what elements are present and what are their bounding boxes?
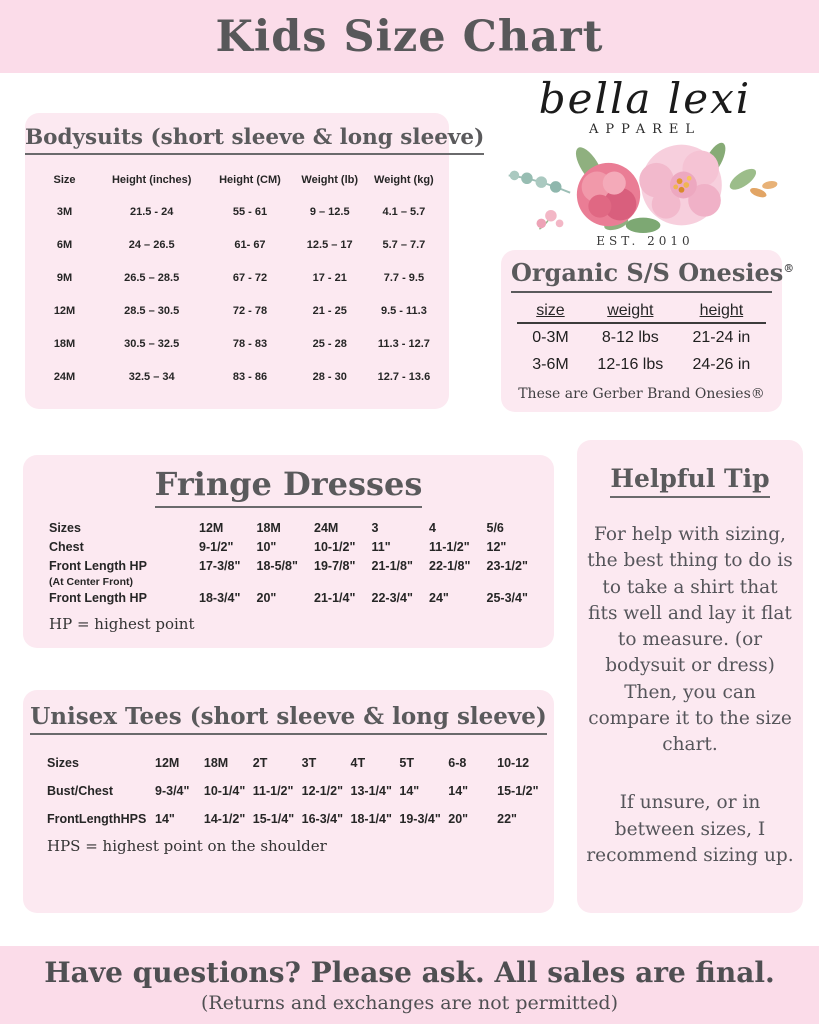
table-cell: 21.5 - 24 (129, 205, 174, 218)
table-cell: 21 - 25 (312, 304, 347, 317)
brand-established: EST. 2010 (596, 234, 694, 249)
unisex-note: HPS = highest point on the shoulder (47, 837, 327, 855)
brand-logo (495, 76, 795, 248)
table-cell: 4.1 – 5.7 (382, 205, 426, 218)
bodysuits-rows (25, 195, 449, 393)
table-cell: 9.5 - 11.3 (380, 304, 427, 317)
table-cell: 18M (256, 520, 281, 535)
footer-line1: Have questions? Please ask. All sales are final. (44, 956, 775, 989)
table-cell: 9M (56, 271, 73, 284)
helpful-tip-paragraph: For help with sizing, the best thing to do is to take a shirt that fits well and lay it flat to measure. (or bodysuit or dress) Then, you can compare it to the size chart. (587, 524, 793, 756)
table-cell: 22-3/4" (371, 590, 413, 605)
table-row (23, 575, 554, 588)
table-cell: 25-3/4" (486, 590, 528, 605)
table-cell: 5T (399, 756, 414, 770)
table-cell: 14" (155, 812, 175, 826)
table-cell: 14" (448, 784, 469, 798)
onesies-rows (501, 324, 782, 378)
row-label: FrontLengthHPS (47, 812, 147, 826)
table-cell: 0-3M (532, 328, 569, 346)
table-row (25, 195, 449, 228)
brand-name: bella lexi (538, 74, 752, 123)
table-cell: 10-12 (497, 756, 530, 770)
table-cell: 21-24 in (692, 328, 751, 346)
table-cell: 2T (252, 756, 268, 770)
row-label: (At Center Front) (49, 575, 133, 588)
table-cell: 14" (399, 784, 420, 798)
table-cell: 24" (429, 590, 449, 605)
table-row (25, 228, 449, 261)
column-header: Weight (lb) (301, 174, 359, 186)
table-row (25, 327, 449, 360)
table-cell: 30.5 – 32.5 (124, 337, 180, 350)
column-header: Size (53, 174, 76, 186)
onesies-title: Organic S/S Onesies® (511, 258, 772, 293)
table-cell: 11-1/2" (429, 539, 470, 554)
table-row (23, 556, 554, 575)
table-cell: 3T (301, 756, 317, 770)
table-cell: 24M (314, 520, 339, 535)
table-row (23, 777, 554, 805)
bodysuits-header-row (25, 165, 449, 195)
table-cell: 28.5 – 30.5 (124, 304, 180, 317)
helpful-tip-paragraph: If unsure, or in between sizes, I recommend sizing up. (586, 792, 794, 866)
table-cell: 10" (256, 539, 277, 554)
onesies-table (501, 299, 782, 378)
table-cell: 28 - 30 (312, 370, 347, 383)
onesies-header-row (517, 299, 766, 324)
row-label: Front Length HP (49, 558, 147, 573)
column-header: size (536, 301, 565, 319)
table-row (23, 537, 554, 556)
table-cell: 8-12 lbs (601, 328, 659, 346)
table-cell: 3-6M (532, 355, 569, 373)
table-cell: 5.7 – 7.7 (382, 238, 426, 251)
table-cell: 25 - 28 (312, 337, 347, 350)
table-cell: 32.5 – 34 (128, 370, 175, 383)
table-cell: 3 (371, 520, 379, 535)
table-cell: 19-7/8" (314, 558, 356, 573)
fringe-title: Fringe Dresses (23, 465, 554, 508)
table-row (23, 518, 554, 537)
column-header: weight (607, 301, 654, 319)
table-cell: 12.7 - 13.6 (377, 370, 431, 383)
table-cell: 4T (350, 756, 366, 770)
table-row (501, 324, 782, 351)
row-label: Sizes (49, 520, 81, 535)
onesies-note: These are Gerber Brand Onesies® (518, 386, 765, 402)
registered-trademark: ® (783, 262, 795, 275)
table-cell: 72 - 78 (232, 304, 268, 317)
table-cell: 67 - 72 (232, 271, 268, 284)
column-header: Height (inches) (111, 174, 192, 186)
table-cell: 20" (256, 590, 277, 605)
table-cell: 14-1/2" (203, 812, 246, 826)
table-cell: 16-3/4" (301, 812, 343, 826)
column-header: Weight (kg) (374, 174, 434, 186)
table-row (23, 588, 554, 607)
helpful-tip-section (577, 440, 803, 913)
table-cell: 15-1/4" (252, 812, 295, 826)
table-cell: 19-3/4" (399, 812, 441, 826)
table-cell: 18-5/8" (256, 558, 298, 573)
unisex-table (23, 749, 554, 833)
table-cell: 15-1/2" (497, 784, 539, 798)
row-label: Chest (49, 539, 84, 554)
fringe-table (23, 518, 554, 607)
table-cell: 11" (371, 539, 391, 554)
table-cell: 9-3/4" (155, 784, 190, 798)
helpful-tip-title: Helpful Tip (577, 464, 803, 498)
table-cell: 12M (155, 756, 180, 770)
table-cell: 17 - 21 (312, 271, 347, 284)
table-cell: 12-16 lbs (597, 355, 664, 373)
table-cell: 83 - 86 (232, 370, 268, 383)
unisex-title: Unisex Tees (short sleeve & long sleeve) (23, 703, 554, 735)
title-banner (0, 0, 819, 73)
unisex-tees-size-table-section (23, 690, 554, 913)
table-cell: 11-1/2" (252, 784, 294, 798)
row-label: Bust/Chest (47, 784, 113, 798)
footer-banner (0, 946, 819, 1024)
brand-subtitle: APPAREL (589, 122, 701, 138)
bodysuits-size-table-section (25, 113, 485, 409)
table-cell: 12.5 – 17 (306, 238, 353, 251)
table-cell: 9 – 12.5 (309, 205, 350, 218)
table-row (23, 749, 554, 777)
table-cell: 9-1/2" (199, 539, 234, 554)
bodysuits-title: Bodysuits (short sleeve & long sleeve) (25, 125, 449, 155)
fringe-dresses-size-table-section (23, 455, 554, 648)
table-cell: 24 – 26.5 (128, 238, 175, 251)
table-cell: 12M (53, 304, 76, 317)
table-cell: 6-8 (448, 756, 467, 770)
column-header: height (699, 301, 744, 319)
table-row (23, 805, 554, 833)
column-header: Height (CM) (219, 174, 281, 186)
table-cell: 18-3/4" (199, 590, 241, 605)
page-title: Kids Size Chart (215, 11, 604, 62)
table-cell: 18-1/4" (350, 812, 392, 826)
table-cell: 61- 67 (234, 238, 266, 251)
watercolor-flowers-icon (495, 137, 795, 233)
table-cell: 20" (448, 812, 469, 826)
table-cell: 55 - 61 (232, 205, 268, 218)
bodysuits-table (25, 165, 449, 393)
row-label: Sizes (47, 756, 79, 770)
table-row (501, 351, 782, 378)
table-cell: 5/6 (486, 520, 504, 535)
table-cell: 4 (429, 520, 436, 535)
fringe-note: HP = highest point (49, 615, 195, 633)
table-cell: 24M (53, 370, 76, 383)
table-cell: 24-26 in (692, 355, 751, 373)
table-row (25, 261, 449, 294)
table-cell: 22-1/8" (429, 558, 471, 573)
table-cell: 11.3 - 12.7 (377, 337, 430, 350)
table-cell: 7.7 - 9.5 (383, 271, 425, 284)
table-cell: 18M (203, 756, 229, 770)
row-label: Front Length HP (49, 590, 147, 605)
table-cell: 12-1/2" (301, 784, 343, 798)
table-cell: 18M (53, 337, 76, 350)
table-cell: 22" (497, 812, 517, 826)
organic-onesies-size-table-section (501, 250, 795, 412)
table-cell: 3M (56, 205, 73, 218)
table-row (25, 294, 449, 327)
table-cell: 21-1/8" (371, 558, 413, 573)
table-cell: 23-1/2" (486, 558, 528, 573)
table-row (25, 360, 449, 393)
table-cell: 13-1/4" (350, 784, 392, 798)
table-cell: 78 - 83 (232, 337, 268, 350)
table-cell: 12" (486, 539, 507, 554)
table-cell: 6M (56, 238, 73, 251)
table-cell: 10-1/4" (203, 784, 246, 798)
table-cell: 26.5 – 28.5 (124, 271, 180, 284)
table-cell: 10-1/2" (314, 539, 356, 554)
table-cell: 21-1/4" (314, 590, 356, 605)
table-cell: 17-3/8" (199, 558, 241, 573)
footer-line2: (Returns and exchanges are not permitted) (200, 992, 619, 1014)
table-cell: 12M (199, 520, 224, 535)
